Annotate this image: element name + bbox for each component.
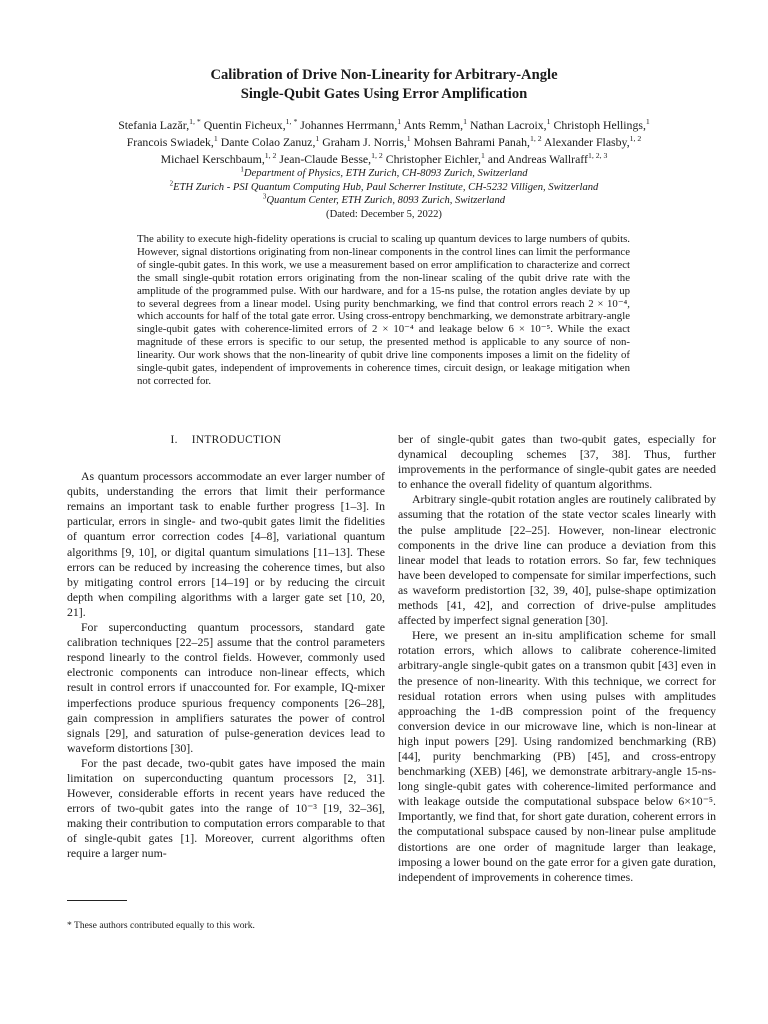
author-name: Alexander Flasby bbox=[543, 135, 627, 149]
abstract: The ability to execute high-fidelity operations is crucial to scaling up quantum devices to large numbers of qubits. However, signal distortions originating from non-linear components in the control lines can limit the performance of single-qubit gates. In this work, we use a measurement based on error amplification to characterize and correct the small single-qubit rotation errors originating from the non-linear scaling of the qubit drive rate with the amplitude of the programmed pulse. With our hardware, and for a 15-ns pulse, the rotation angles deviate by up to several degrees from a linear model. Using purity benchmarking, we find that control errors reach 2 × 10⁻⁴, which accounts for half of the total gate error. Using cross-entropy benchmarking, we demonstrate arbitrary-angle single-qubit gates with coherence-limited errors of 2 × 10⁻⁴ and leakage below 6 × 10⁻⁵. While the exact magnitude of these errors is specific to our setup, the presented method is applicable to any source of non-linearity. Our work shows that the non-linearity of qubit drive line components imposes a limit on the fidelity of single-qubit gates, independent of improvements in coherence times, circuit design, or leakage mitigation when not corrected for. bbox=[137, 233, 630, 387]
paragraph: Here, we present an in-situ amplification scheme for small rotation errors, which allows to calibrate coherence-limited arbitrary-angle single-qubit gates on a transmon qubit [43] even in the presence of non-linearity. With this technique, we correct for residual rotation errors when using pulses with amplitudes approaching the 1-dB compression point of the frequency conversion device in our microwave line, which is non-linear at high input powers [29]. Using randomized benchmarking (RB) [44], purity benchmarking (PB) [45], and cross-entropy benchmarking (XEB) [46], we demonstrate arbitrary-angle 15-ns-long single-qubit gates with coherence-limited performance and with leakage outside the computational subspace below 6×10⁻⁵. Importantly, we find that, for short gate duration, coherent errors in the computational subspace caused by non-linear pulse amplitude distortions are one order of magnitude larger than leakage, imposing a lower bound on the gate error for a given gate duration, independent of improvements in coherence times. bbox=[398, 628, 716, 884]
author-affiliation-marker: 1 bbox=[546, 117, 551, 127]
author-affiliation-marker: 1, 2 bbox=[371, 151, 383, 161]
author-name: Mohsen Bahrami Panah bbox=[413, 135, 527, 149]
author-affiliation-marker: 1 bbox=[315, 134, 320, 144]
author-name: Michael Kerschbaum bbox=[160, 152, 262, 166]
section-heading bbox=[67, 433, 385, 448]
paragraph: As quantum processors accommodate an ever larger number of qubits, understanding the errors that limit their performance remains an important task to enable further progress [1–3]. In particular, errors in single- and two-qubit gates limit the fidelities of quantum error correction codes [4–8], variational quantum algorithms [9, 10], or digital quantum simulations [11–13]. These errors can be reduced by increasing the coherence times, but also by mitigating control errors [14–19] or by reducing the circuit depth when compiling algorithms with a larger gate set [10, 20, 21]. bbox=[67, 469, 385, 619]
title-line-1: Calibration of Drive Non-Linearity for Arbitrary-Angle bbox=[210, 67, 558, 83]
affiliation-text: Quantum Center, ETH Zurich, 8093 Zurich, Switzerland bbox=[266, 195, 506, 206]
author-name: Francois Swiadek bbox=[126, 135, 211, 149]
paragraph: For the past decade, two-qubit gates have imposed the main limitation on superconducting quantum processors [2, 31]. However, considerable efforts in recent years have reduced the errors of two-qubit gates into the range of 10⁻³ [19, 32–36], making their contribution to computation errors comparable to that of single-qubit gates [1]. Moreover, current algorithms often require a larger num- bbox=[67, 755, 385, 861]
affiliation-marker: 3 bbox=[262, 192, 267, 201]
author-name: Stefania Lazăr bbox=[118, 118, 187, 132]
author-affiliation-marker: 1 bbox=[406, 134, 411, 144]
author-name: Quentin Ficheux bbox=[203, 118, 283, 132]
author-affiliation-marker: 1, 2 bbox=[529, 134, 542, 144]
author-name: Nathan Lacroix bbox=[469, 118, 544, 132]
author-name: and Andreas Wallraff bbox=[487, 152, 588, 166]
author-affiliation-marker: 1, 2, 3 bbox=[587, 151, 608, 161]
section-number: I. bbox=[170, 434, 178, 446]
affiliation-2 bbox=[40, 178, 728, 195]
author-affiliation-marker: 1, * bbox=[189, 117, 201, 127]
affiliation-text: Department of Physics, ETH Zurich, CH-8093 Zurich, Switzerland bbox=[243, 168, 528, 179]
author-name: Ants Remm bbox=[403, 118, 461, 132]
author-name: Christoph Hellings bbox=[553, 118, 643, 132]
author-name: Johannes Herrmann bbox=[300, 118, 395, 132]
title-line-2: Single-Qubit Gates Using Error Amplification bbox=[240, 86, 528, 102]
affiliation-marker: 2 bbox=[169, 178, 174, 187]
author-affiliation-marker: 1, * bbox=[285, 117, 298, 127]
left-column bbox=[67, 430, 385, 862]
footnote: * These authors contributed equally to this work. bbox=[67, 920, 255, 931]
author-name: Christopher Eichler bbox=[385, 152, 478, 166]
author-affiliation-marker: 1, 2 bbox=[264, 151, 277, 161]
author-affiliation-marker: 1 bbox=[397, 117, 402, 127]
affiliation-text: ETH Zurich - PSI Quantum Computing Hub, Paul Scherrer Institute, CH-5232 Villigen, Switzerland bbox=[173, 181, 599, 193]
date-line: (Dated: December 5, 2022) bbox=[326, 208, 442, 220]
paragraph: ber of single-qubit gates than two-qubit gates, especially for dynamical decoupling schemes [37, 38]. Thus, further improvements in the performance of single-qubit gates are needed to enhance the overall fidelity of quantum algorithms. bbox=[398, 432, 716, 492]
author-name: Dante Colao Zanuz bbox=[220, 135, 313, 149]
affiliation-1 bbox=[40, 167, 728, 181]
paragraph: Arbitrary single-qubit rotation angles are routinely calibrated by assuming that the rotation of the state vector scales linearly with the pulse amplitude [22–25]. However, non-linear electronic components in the drive line can produce a deviation from this linear model that leads to rotation errors. So far, few techniques have been developed to compensate for similar imperfections, such as waveform predistortion [32, 39, 40], pulse-shape optimization methods [41, 42], and correction of drive-pulse amplitudes affected by imperfect signal generation [30]. bbox=[398, 492, 716, 628]
author-list: Stefania Lazăr,$^{1, *}$ Quentin Ficheux,$^{1, *}$ Johannes Herrmann,$^1$ Ants Remm,$^1$ Nathan Lacroix,$^1$ Christoph Hellings,$^1$ Francois Swiadek,$^1$ Dante Colao Zanuz,$^1$ Graham J. Norris,$^1$ Mohsen Bahrami Panah,$^{1, 2}$ Alexander Flasby,$^{1, 2}$ Michael Kerschbaum,$^{1, 2}$ Jean-Claude Besse,$^{1, 2}$ Christopher Eichler,$^1$ and Andreas Wallraff$^{1, 2, 3}$ bbox=[118, 117, 650, 166]
author-affiliation-marker: 1 bbox=[463, 117, 468, 127]
paragraph: For superconducting quantum processors, standard gate calibration techniques [22–25] assume that the control parameters respond linearly to the control fields. However, commonly used electronic components can introduce non-linear effects, which result in control errors if unaccounted for. For example, IQ-mixer imperfections produce spurious frequency components [26–28], gain compression in amplifiers saturates the power of control signals [29], and saturation of pulse-generation devices lead to waveform distortions [30]. bbox=[67, 620, 385, 755]
section-title: INTRODUCTION bbox=[191, 434, 282, 446]
affiliation-3 bbox=[40, 194, 728, 208]
paper-title bbox=[0, 66, 768, 104]
right-column bbox=[398, 432, 716, 885]
footnote-rule bbox=[67, 900, 127, 901]
author-affiliation-marker: 1 bbox=[480, 151, 485, 161]
author-name: Graham J. Norris bbox=[322, 135, 404, 149]
affiliation-marker: 1 bbox=[240, 165, 244, 174]
author-affiliation-marker: 1, 2 bbox=[629, 134, 642, 144]
author-affiliation-marker: 1 bbox=[645, 117, 650, 127]
author-affiliation-marker: 1 bbox=[213, 134, 218, 144]
affiliations bbox=[40, 167, 728, 221]
author-name: Jean-Claude Besse bbox=[279, 152, 369, 166]
